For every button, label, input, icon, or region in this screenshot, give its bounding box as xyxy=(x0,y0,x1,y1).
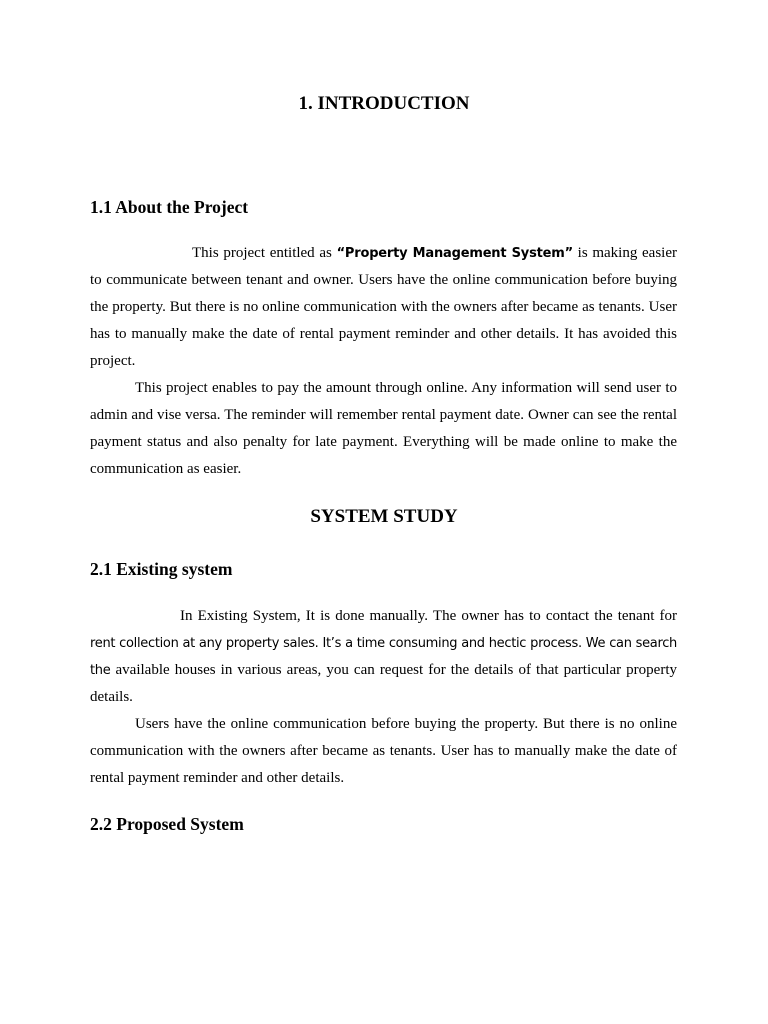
about-paragraph-1 xyxy=(90,240,677,375)
proposed-system-heading: 2.2 Proposed System xyxy=(90,814,244,834)
existing-paragraph-1 xyxy=(90,603,677,711)
existing-p1-end: available houses in various areas, you can request for the details of that particular property details. xyxy=(90,662,677,705)
about-p1-rest: is making easier to communicate between tenant and owner. Users have the online communication before buying the property. But there is no online communication with the owners after became as tenants. User has to manually make the date of rental payment reminder and other details. It has avoided this project. xyxy=(90,245,678,369)
existing-p1-start: In Existing System, It is done manually. The owner has to contact the tenant for xyxy=(180,608,677,624)
existing-paragraph-2: Users have the online communication before buying the property. But there is no online communication with the owners after became as tenants. User has to manually make the date of rental payment reminder and other details. xyxy=(90,716,677,786)
about-paragraph-2: This project enables to pay the amount through online. Any information will send user to admin and vise versa. The reminder will remember rental payment date. Owner can see the rental payment status and also penalty for late payment. Everything will be made online to make the communication as easier. xyxy=(90,380,677,477)
about-p1-intro: This project entitled as xyxy=(192,245,337,261)
existing-system-heading: 2.1 Existing system xyxy=(90,559,233,579)
about-project-body xyxy=(90,240,677,483)
existing-system-body xyxy=(90,603,677,792)
system-study-heading: SYSTEM STUDY xyxy=(310,506,458,527)
about-project-heading: 1.1 About the Project xyxy=(90,197,249,217)
project-title-emphasis: “Property Management System” xyxy=(336,246,573,261)
chapter-title: 1. INTRODUCTION xyxy=(298,93,470,114)
existing-p1-sans: rent collection at any property sales. It’s a time consuming and hectic process. We can search the xyxy=(90,636,677,678)
